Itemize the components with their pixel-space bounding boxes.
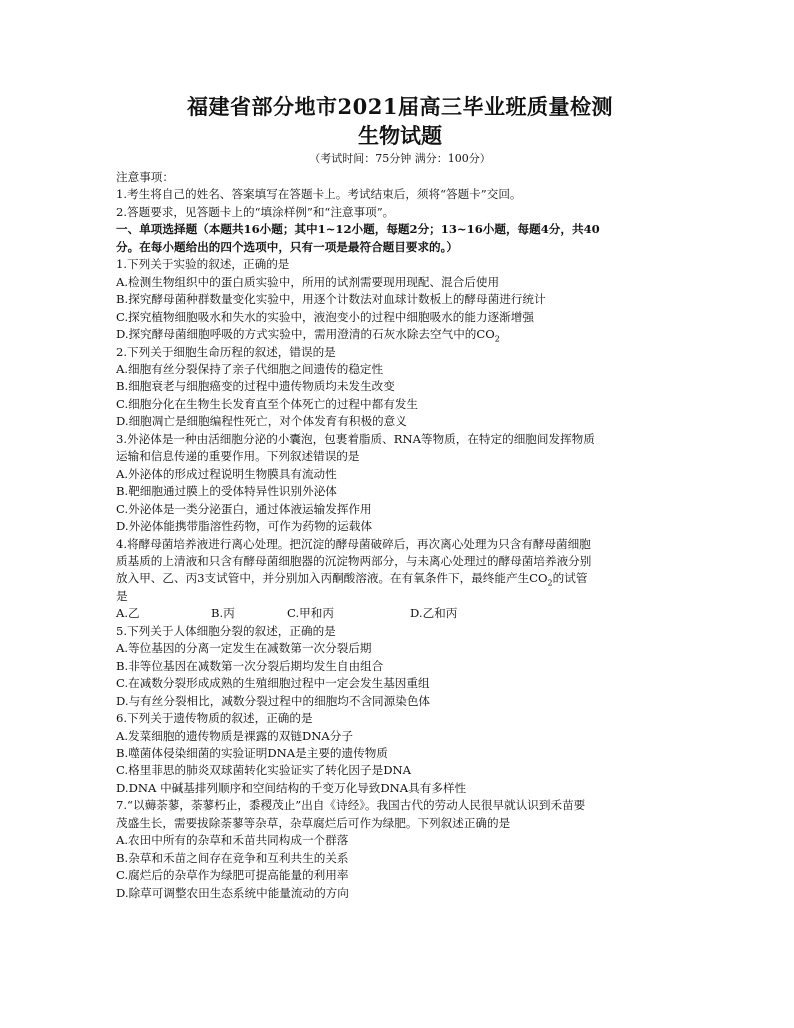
question-3 xyxy=(116,431,684,536)
stem-text: 放入甲、乙、丙3支试管中，并分别加入丙酮酸溶液。在有氧条件下，最终能产生CO xyxy=(116,571,548,586)
question-6 xyxy=(116,710,684,797)
question-stem-cont xyxy=(116,570,684,587)
option-d: D.除草可调整农田生态系统中能量流动的方向 xyxy=(116,885,349,900)
section-heading-cont: 分。在每小题给出的四个选项中，只有一项是最符合题目要求的。） xyxy=(116,239,459,254)
question-stem: 2.下列关于细胞生命历程的叙述，错误的是 xyxy=(116,344,336,359)
option-a: A.农田中所有的杂草和禾苗共同构成一个群落 xyxy=(116,833,349,848)
question-2 xyxy=(116,344,684,431)
question-stem: 4.将酵母菌培养液进行离心处理。把沉淀的酵母菌破碎后，再次离心处理为只含有酵母菌细胞 xyxy=(116,536,591,551)
question-4 xyxy=(116,536,684,623)
option-b: B.细胞衰老与细胞癌变的过程中遗传物质均未发生改变 xyxy=(116,379,395,394)
option-c: C.探究植物细胞吸水和失水的实验中，液泡变小的过程中细胞吸水的能力逐渐增强 xyxy=(116,309,534,324)
option-a: A.细胞有丝分裂保持了亲子代细胞之间遗传的稳定性 xyxy=(116,361,384,376)
page-subtitle: 生物试题 xyxy=(358,123,442,148)
option-c: C.在减数分裂形成成熟的生殖细胞过程中一定会发生基因重组 xyxy=(116,676,430,691)
question-stem-cont: 质基质的上清液和只含有酵母菌细胞器的沉淀物两部分，与未离心处理过的酵母菌培养液分别 xyxy=(116,553,592,568)
option-d: D.细胞凋亡是细胞编程性死亡，对个体发育有积极的意义 xyxy=(116,414,407,429)
option-c: C.腐烂后的杂草作为绿肥可提高能量的利用率 xyxy=(116,868,349,883)
option-b: B.噬菌体侵染细菌的实验证明DNA是主要的遗传物质 xyxy=(116,745,388,760)
option-a: A.外泌体的形成过程说明生物膜具有流动性 xyxy=(116,466,337,481)
question-stem: 7.“以薅荼蓼，荼蓼朽止，黍稷茂止”出自《诗经》。我国古代的劳动人民很早就认识到禾苗要 xyxy=(116,798,586,813)
option-c: C.细胞分化在生物生长发育直至个体死亡的过程中都有发生 xyxy=(116,396,418,411)
option-b: B.丙 xyxy=(211,606,235,621)
option-d-text: D.探究酵母菌细胞呼吸的方式实验中，需用澄清的石灰水除去空气中的CO xyxy=(116,327,495,342)
option-a: A.发菜细胞的遗传物质是裸露的双链DNA分子 xyxy=(116,728,353,743)
note-item: 2.答题要求，见答题卡上的“填涂样例”和“注意事项”。 xyxy=(116,204,395,219)
question-stem: 6.下列关于遗传物质的叙述，正确的是 xyxy=(116,711,313,726)
options-row xyxy=(116,605,684,622)
question-stem-cont: 茂盛生长，需要拔除荼蓼等杂草，杂草腐烂后可作为绿肥。下列叙述正确的是 xyxy=(116,815,511,830)
question-stem: 3.外泌体是一种由活细胞分泌的小囊泡，包裹着脂质、RNA等物质，在特定的细胞间发挥物质 xyxy=(116,431,595,446)
question-stem-cont: 运输和信息传递的重要作用。下列叙述错误的是 xyxy=(116,449,360,464)
option-c: C.格里菲思的肺炎双球菌转化实验证实了转化因子是DNA xyxy=(116,763,412,778)
question-1 xyxy=(116,256,684,343)
exam-paper xyxy=(116,93,684,902)
option-b: B.靶细胞通过膜上的受体特异性识别外泌体 xyxy=(116,484,337,499)
option-c: C.甲和丙 xyxy=(287,606,334,621)
option-c: C.外泌体是一类分泌蛋白，通过体液运输发挥作用 xyxy=(116,501,372,516)
notes-heading: 注意事项： xyxy=(116,170,174,184)
option-a: A.乙 xyxy=(116,606,140,621)
question-stem-cont: 是 xyxy=(116,588,128,603)
option-b: B.非等位基因在减数第一次分裂后期均发生自由组合 xyxy=(116,658,384,673)
subscript: 2 xyxy=(547,578,553,588)
option-b: B.探究酵母菌种群数量变化实验中，用逐个计数法对血球计数板上的酵母菌进行统计 xyxy=(116,292,546,307)
option-b: B.杂草和禾苗之间存在竞争和互利共生的关系 xyxy=(116,850,349,865)
stem-text: 的试管 xyxy=(552,571,588,586)
page-title: 福建省部分地市2021届高三毕业班质量检测 xyxy=(187,94,613,119)
note-item: 1.考生将自己的姓名、答案填写在答题卡上。考试结束后，须将“答题卡”交回。 xyxy=(116,187,522,202)
question-stem: 1.下列关于实验的叙述，正确的是 xyxy=(116,257,290,272)
option-d: D.与有丝分裂相比，减数分裂过程中的细胞均不含同源染色体 xyxy=(116,693,431,708)
option-a: A.检测生物组织中的蛋白质实验中，所用的试剂需要现用现配、混合后使用 xyxy=(116,274,500,289)
subscript: 2 xyxy=(494,334,500,344)
option-a: A.等位基因的分离一定发生在减数第一次分裂后期 xyxy=(116,641,372,656)
question-stem: 5.下列关于人体细胞分裂的叙述，正确的是 xyxy=(116,623,336,638)
option-d: D.外泌体能携带脂溶性药物，可作为药物的运载体 xyxy=(116,519,373,534)
exam-info: （考试时间：75分钟 满分：100分） xyxy=(309,152,491,165)
question-7 xyxy=(116,797,684,902)
option-d: D.DNA 中碱基排列顺序和空间结构的千变万化导致DNA具有多样性 xyxy=(116,780,467,795)
option-d: D.乙和丙 xyxy=(410,606,458,621)
question-5 xyxy=(116,623,684,710)
section-heading: 一、单项选择题（本题共16小题；其中1~12小题，每题2分；13~16小题，每题4分，共40 xyxy=(116,222,600,237)
option-d xyxy=(116,326,684,343)
